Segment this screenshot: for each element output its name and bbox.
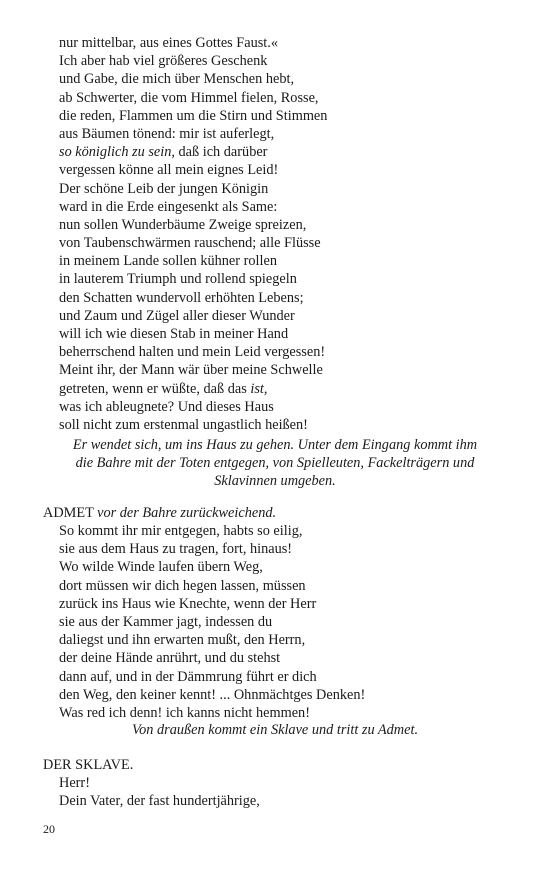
verse-line: [0, 631, 550, 649]
stage-direction-line: Sklavinnen umgeben.: [214, 473, 336, 490]
text: dann auf, und in der Dämmrung führt er dich: [59, 668, 317, 685]
speaker-heading: [43, 756, 133, 774]
verse-line: [0, 143, 550, 161]
text: zurück ins Haus wie Knechte, wenn der Herr: [59, 595, 317, 612]
verse-line: [0, 270, 550, 288]
stage-direction: [40, 721, 510, 739]
stage-direction-line: Er wendet sich, um ins Haus zu gehen. Unter dem Eingang kommt ihm: [72, 437, 478, 453]
verse-line: [0, 595, 550, 613]
verse-line: [0, 198, 550, 216]
verse-block: [0, 34, 550, 434]
verse-line: [0, 180, 550, 198]
verse-line: [0, 34, 550, 52]
verse-line: [0, 540, 550, 558]
text: will ich wie diesen Stab in meiner Hand: [59, 326, 289, 342]
text: nur mittelbar, aus eines Gottes Faust.«: [59, 35, 279, 51]
verse-line: [0, 704, 550, 722]
verse-line: [0, 52, 550, 70]
text: von Taubenschwärmen rauschend; alle Flüsse: [59, 235, 321, 252]
italic-text: ist,: [250, 380, 268, 397]
text: die reden, Flammen um die Stirn und Stimmen: [59, 107, 328, 124]
text: daß ich darüber: [174, 144, 268, 161]
text: und Gabe, die mich über Menschen hebt,: [59, 71, 295, 88]
verse-line: [0, 307, 550, 325]
verse-block: [0, 522, 550, 722]
text: Meint ihr, der Mann wär über meine Schwelle: [59, 362, 323, 379]
verse-line: [0, 649, 550, 667]
verse-line: [0, 70, 550, 88]
text: sie aus der Kammer jagt, indessen du: [59, 613, 273, 630]
text: ab Schwerter, die vom Himmel fielen, Rosse,: [59, 89, 319, 106]
text: sie aus dem Haus zu tragen, fort, hinaus!: [59, 541, 293, 558]
text: Wo wilde Winde laufen übern Weg,: [59, 559, 263, 576]
speaker-name: ADMET: [43, 505, 94, 521]
verse-line: [0, 380, 550, 398]
verse-line: [0, 558, 550, 576]
text: was ich ableugnete? Und dieses Haus: [59, 398, 274, 415]
verse-line: [0, 522, 550, 540]
text: den Weg, den keiner kennt! ... Ohnmächtges Denken!: [59, 686, 366, 703]
stage-direction: [40, 436, 510, 491]
speaker-heading: [43, 504, 276, 522]
verse-line: [0, 234, 550, 252]
text: Was red ich denn! ich kanns nicht hemmen!: [59, 704, 310, 721]
verse-line: [0, 774, 550, 792]
verse-line: [0, 161, 550, 179]
verse-line: [0, 107, 550, 125]
verse-line: [0, 216, 550, 234]
stage-direction-line: Von draußen kommt ein Sklave und tritt zu Admet.: [131, 722, 419, 738]
text: in lauterem Triumph und rollend spiegeln: [59, 271, 297, 288]
italic-text: so königlich zu sein,: [59, 144, 175, 161]
text: den Schatten wundervoll erhöhten Lebens;: [59, 289, 304, 306]
text: Der schöne Leib der jungen Königin: [59, 180, 269, 197]
verse-line: [0, 668, 550, 686]
page-number: 20: [43, 822, 55, 836]
verse-line: [0, 343, 550, 361]
text: Herr!: [59, 775, 90, 791]
text: So kommt ihr mir entgegen, habts so eilig,: [59, 523, 303, 539]
verse-line: [0, 252, 550, 270]
text: soll nicht zum erstenmal ungastlich heißen!: [59, 416, 308, 433]
verse-line: [0, 89, 550, 107]
text: der deine Hände anrührt, und du stehst: [59, 650, 281, 667]
text: Ich aber hab viel größeres Geschenk: [59, 53, 268, 70]
text: ward in die Erde eingesenkt als Same:: [59, 198, 278, 215]
text: daliegst und ihn erwarten mußt, den Herrn,: [59, 632, 306, 649]
text: Dein Vater, der fast hundertjährige,: [59, 793, 260, 810]
verse-block: [0, 774, 550, 810]
text: dort müssen wir dich hegen lassen, müssen: [59, 577, 306, 594]
verse-line: [0, 577, 550, 595]
text: aus Bäumen tönend: mir ist auferlegt,: [59, 125, 275, 142]
verse-line: [0, 792, 550, 810]
verse-line: [0, 398, 550, 416]
verse-line: [0, 686, 550, 704]
speaker-name: DER SKLAVE.: [43, 757, 134, 773]
verse-line: [0, 289, 550, 307]
verse-line: [0, 613, 550, 631]
verse-line: [0, 361, 550, 379]
text: nun sollen Wunderbäume Zweige spreizen,: [59, 216, 307, 233]
verse-line: [0, 125, 550, 143]
text: und Zaum und Zügel aller dieser Wunder: [59, 307, 295, 324]
speaker-direction: vor der Bahre zurückweichend.: [97, 505, 277, 521]
verse-line: [0, 416, 550, 434]
verse-line: [0, 325, 550, 343]
text: getreten, wenn er wüßte, daß das: [59, 380, 251, 397]
text: vergessen könne all mein eignes Leid!: [59, 162, 279, 179]
text: beherrschend halten und mein Leid vergessen!: [59, 344, 326, 361]
stage-direction-line: die Bahre mit der Toten entgegen, von Spielleuten, Fackelträgern und: [75, 455, 475, 472]
text: in meinem Lande sollen kühner rollen: [59, 253, 277, 270]
